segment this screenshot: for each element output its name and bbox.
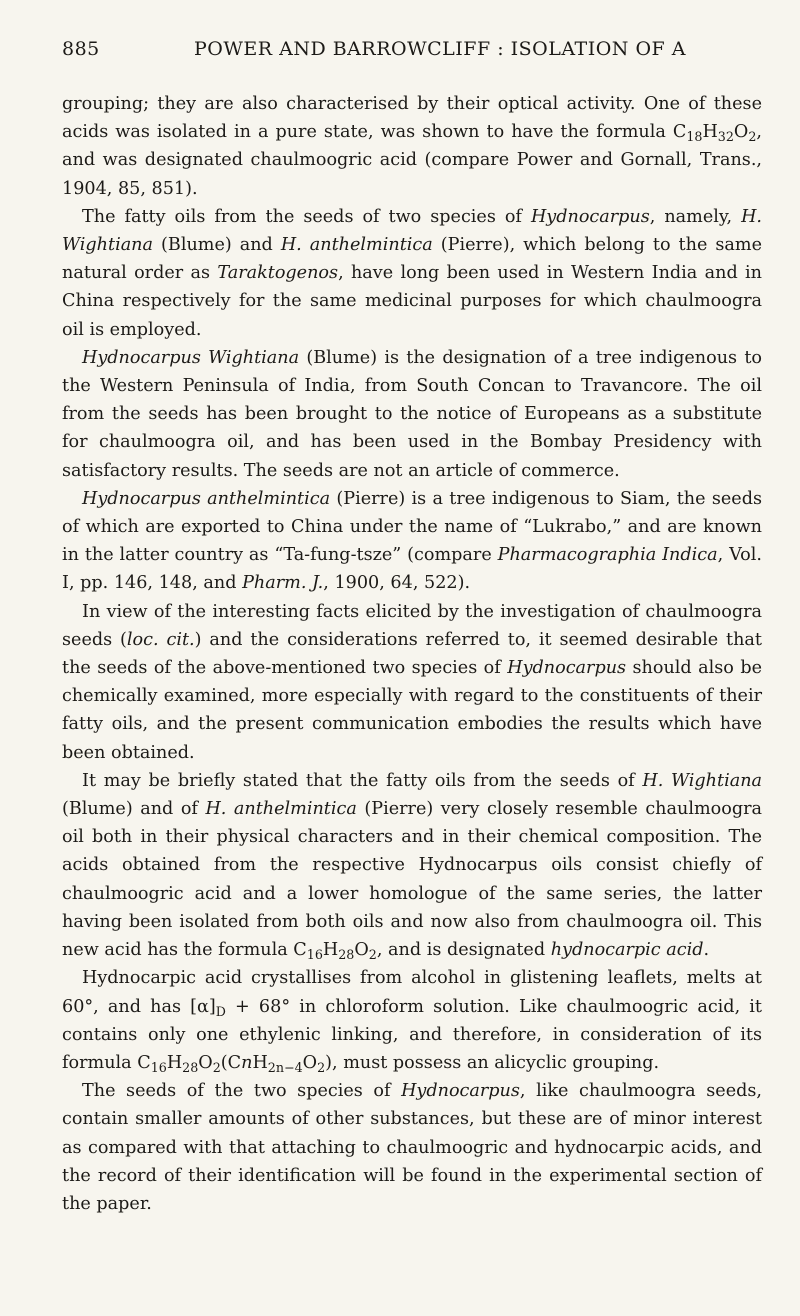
- italic-text: loc. cit.: [126, 629, 195, 650]
- text: O: [733, 122, 749, 143]
- text: O: [354, 940, 369, 961]
- subscript: 18: [686, 129, 703, 144]
- italic-text: n: [241, 1052, 253, 1073]
- subscript: D: [215, 1003, 226, 1019]
- text: (Pierre), which belong to the same natural order as: [62, 235, 762, 284]
- page-number: 885: [62, 38, 100, 60]
- paragraph-6: [62, 767, 762, 964]
- text: (Pierre) very closely resemble chaulmoogra oil both in their physical characters and in their chemical composition. The acids obtained from the respective Hydnocarpus oils consist chiefly of chaulmoogric acid and a lower homologue of the same series, the latter having been isolated from both oils and now also from chaulmoogra oil. This new acid has the formula C: [62, 799, 762, 961]
- text: The fatty oils from the seeds of two species of: [82, 206, 531, 227]
- text: In view of the interesting facts elicited by the investigation of chaulmoogra seeds (: [62, 601, 762, 650]
- text: should also be chemically examined, more especially with regard to the constituents of their fatty oils, and the present communication embodies the results which have been obtained.: [62, 658, 762, 763]
- running-title: POWER AND BARROWCLIFF : ISOLATION OF A: [194, 38, 686, 60]
- italic-text: H. Wightiana: [62, 206, 763, 256]
- text: , Vol. I, pp. 146, 148, and: [62, 545, 762, 594]
- text: , and was designated chaulmoogric acid (compare Power and Gornall, Trans., 1904, 85, 851).: [62, 122, 762, 199]
- paragraph-8: [62, 1077, 762, 1218]
- text: It may be briefly stated that the fatty oils from the seeds of: [82, 770, 643, 791]
- paragraph-1: [62, 90, 762, 203]
- italic-text: H. Wightiana: [642, 770, 763, 791]
- italic-text: Hydnocarpus Wightiana: [82, 347, 300, 368]
- subscript: 2: [317, 1059, 326, 1075]
- text: O: [198, 1052, 213, 1073]
- italic-text: Hydnocarpus: [530, 206, 650, 227]
- body-text: [62, 90, 762, 1218]
- italic-text: H. anthelmintica: [280, 235, 433, 256]
- subscript: 28: [338, 946, 355, 962]
- italic-text: Pharm. J.: [242, 573, 324, 594]
- text: (Blume) and of: [62, 799, 206, 820]
- text: ), must possess an alicyclic grouping.: [325, 1052, 660, 1073]
- subscript: 16: [150, 1059, 167, 1075]
- text: grouping; they are also characterised by their optical activity. One of these acids was isolated in a pure state, was shown to have the formula C: [62, 94, 762, 143]
- text: H: [322, 940, 339, 961]
- text: O: [302, 1052, 318, 1073]
- text: (C: [220, 1052, 242, 1073]
- text: , 1900, 64, 522).: [323, 573, 471, 594]
- text: (Blume) and: [153, 235, 281, 256]
- subscript: 2: [748, 129, 757, 144]
- subscript: 2n−4: [267, 1059, 303, 1075]
- paragraph-7: [62, 964, 762, 1077]
- paragraph-2: [62, 203, 762, 344]
- subscript: 28: [182, 1059, 199, 1075]
- text: , like chaulmoogra seeds, contain smaller amounts of other substances, but these are of minor interest as compared with that attaching to chaulmoogric and hydnocarpic acids, and the record of their identification will be found in the experimental section of the paper.: [62, 1081, 762, 1214]
- subscript: 32: [717, 129, 734, 144]
- subscript: 2: [212, 1059, 221, 1075]
- text: , namely,: [649, 206, 742, 227]
- subscript: 2: [368, 946, 377, 962]
- italic-text: Hydnocarpus: [401, 1081, 520, 1102]
- text: (Blume) is the designation of a tree indigenous to the Western Peninsula of India, from South Concan to Travancore. The oil from the seeds has been brought to the notice of Europeans as a substitute for chaulmoogra oil, and has been used in the Bombay Presidency with satisfactory results. The seeds are not an article of commerce.: [62, 347, 762, 481]
- text: H: [252, 1052, 268, 1073]
- italic-text: Hydnocarpus: [507, 658, 627, 679]
- text: H: [166, 1052, 183, 1073]
- text: , have long been used in Western India and in China respectively for the same medicinal purposes for which chaulmoogra oil is employed.: [62, 263, 762, 340]
- text: , and is designated: [376, 940, 551, 961]
- text: The seeds of the two species of: [82, 1081, 402, 1102]
- italic-text: Taraktogenos: [217, 263, 339, 284]
- italic-text: H. anthelmintica: [205, 799, 357, 820]
- italic-text: hydnocarpic acid: [550, 940, 704, 961]
- text: .: [703, 940, 710, 961]
- paragraph-5: [62, 598, 762, 767]
- subscript: 16: [306, 946, 323, 962]
- italic-text: Pharmacographia Indica: [497, 545, 718, 566]
- paragraph-4: [62, 485, 762, 598]
- text: + 68° in chloroform solution. Like chaulmoogric acid, it contains only one ethylenic linking, and therefore, in consideration of its formula C: [62, 996, 762, 1073]
- text: (Pierre) is a tree indigenous to Siam, the seeds of which are exported to China under the name of “Lukrabo,” and are known in the latter country as “Ta-fung-tsze” (compare: [62, 488, 762, 566]
- italic-text: Hydnocarpus anthelmintica: [82, 488, 331, 509]
- paragraph-3: [62, 344, 762, 485]
- text: Hydnocarpic acid crystallises from alcohol in glistening leaflets, melts at 60°, and has [α]: [62, 968, 762, 1017]
- text: H: [702, 122, 718, 143]
- text: ) and the considerations referred to, it seemed desirable that the seeds of the above-mentioned two species of: [62, 629, 762, 679]
